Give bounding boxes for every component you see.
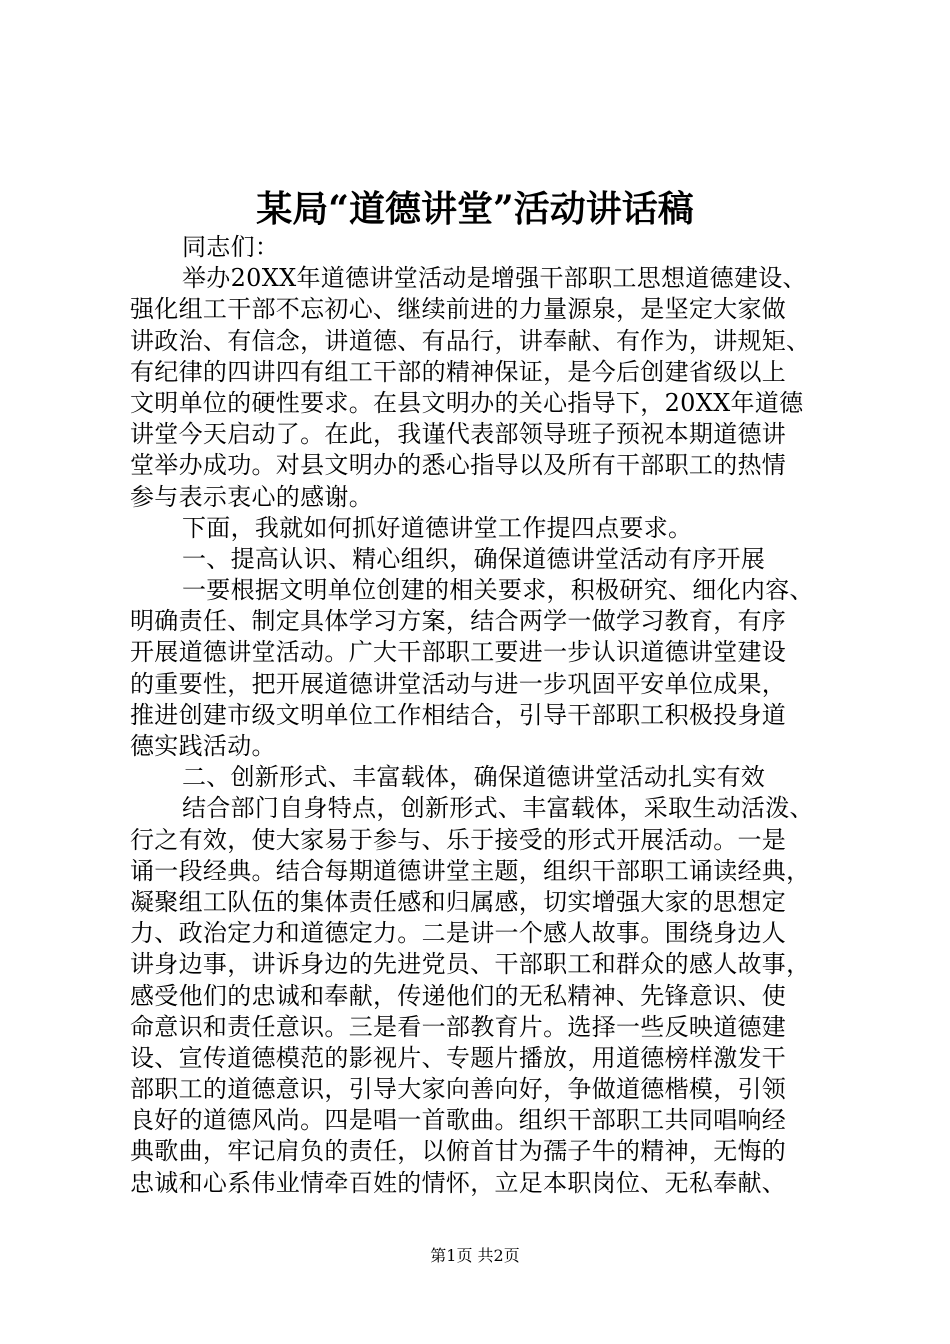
body-line: 强化组工干部不忘初心、继续前进的力量源泉，是坚定大家做: [130, 295, 787, 324]
body-line: 典歌曲，牢记肩负的责任，以俯首甘为孺子牛的精神，无悔的: [130, 1137, 787, 1166]
body-line: 结合部门自身特点，创新形式、丰富载体，采取生动活泼、: [182, 794, 814, 823]
body-line: 一要根据文明单位创建的相关要求，积极研究、细化内容、: [182, 576, 814, 605]
body-line: 力、政治定力和道德定力。二是讲一个感人故事。围绕身边人: [130, 919, 787, 948]
page-number-footer: 第1页 共2页: [430, 1246, 520, 1265]
body-line: 德实践活动。: [130, 732, 276, 760]
body-line: 良好的道德风尚。四是唱一首歌曲。组织干部职工共同唱响经: [130, 1106, 787, 1135]
body-line: 明确责任、制定具体学习方案，结合两学一做学习教育，有序: [130, 607, 787, 636]
body-line: 部职工的道德意识，引导大家向善向好，争做道德楷模，引领: [130, 1075, 787, 1104]
body-line: 命意识和责任意识。三是看一部教育片。选择一些反映道德建: [130, 1012, 787, 1041]
document-body: [130, 232, 830, 1199]
salutation-line: 同志们：: [182, 233, 280, 261]
body-line: 讲政治、有信念，讲道德、有品行，讲奉献、有作为，讲规矩、: [130, 326, 811, 355]
body-line: 有纪律的四讲四有组工干部的精神保证，是今后创建省级以上: [130, 357, 787, 386]
body-line: 开展道德讲堂活动。广大干部职工要进一步认识道德讲堂建设: [130, 638, 787, 667]
body-line: 设、宣传道德模范的影视片、专题片播放，用道德榜样激发干: [130, 1043, 787, 1072]
body-line: 行之有效，使大家易于参与、乐于接受的形式开展活动。一是: [130, 825, 787, 854]
body-line: 下面，我就如何抓好道德讲堂工作提四点要求。: [182, 513, 693, 542]
body-line: 的重要性，把开展道德讲堂活动与进一步巩固平安单位成果，: [130, 669, 787, 698]
body-line: 文明单位的硬性要求。在县文明办的关心指导下，20XX年道德: [130, 388, 804, 417]
body-line: 感受他们的忠诚和奉献，传递他们的无私精神、先锋意识、使: [130, 981, 787, 1010]
body-line: 推进创建市级文明单位工作相结合，引导干部职工积极投身道: [130, 700, 787, 729]
body-line: 诵一段经典。结合每期道德讲堂主题，组织干部职工诵读经典，: [130, 856, 811, 885]
body-line: 讲堂今天启动了。在此，我谨代表部领导班子预祝本期道德讲: [130, 420, 787, 449]
document-title: 某局“道德讲堂”活动讲话稿: [256, 188, 694, 230]
body-line: 举办20XX年道德讲堂活动是增强干部职工思想道德建设、: [182, 264, 807, 293]
body-line: 堂举办成功。对县文明办的悉心指导以及所有干部职工的热情: [130, 451, 787, 480]
section-heading-1: 一、提高认识、精心组织，确保道德讲堂活动有序开展: [182, 544, 766, 573]
body-line: 凝聚组工队伍的集体责任感和归属感，切实增强大家的思想定: [130, 887, 787, 916]
body-line: 忠诚和心系伟业情牵百姓的情怀，立足本职岗位、无私奉献、: [130, 1168, 787, 1197]
section-heading-2: 二、创新形式、丰富载体，确保道德讲堂活动扎实有效: [182, 763, 766, 792]
body-line: 讲身边事，讲诉身边的先进党员、干部职工和群众的感人故事，: [130, 950, 811, 979]
body-line: 参与表示衷心的感谢。: [130, 482, 373, 511]
